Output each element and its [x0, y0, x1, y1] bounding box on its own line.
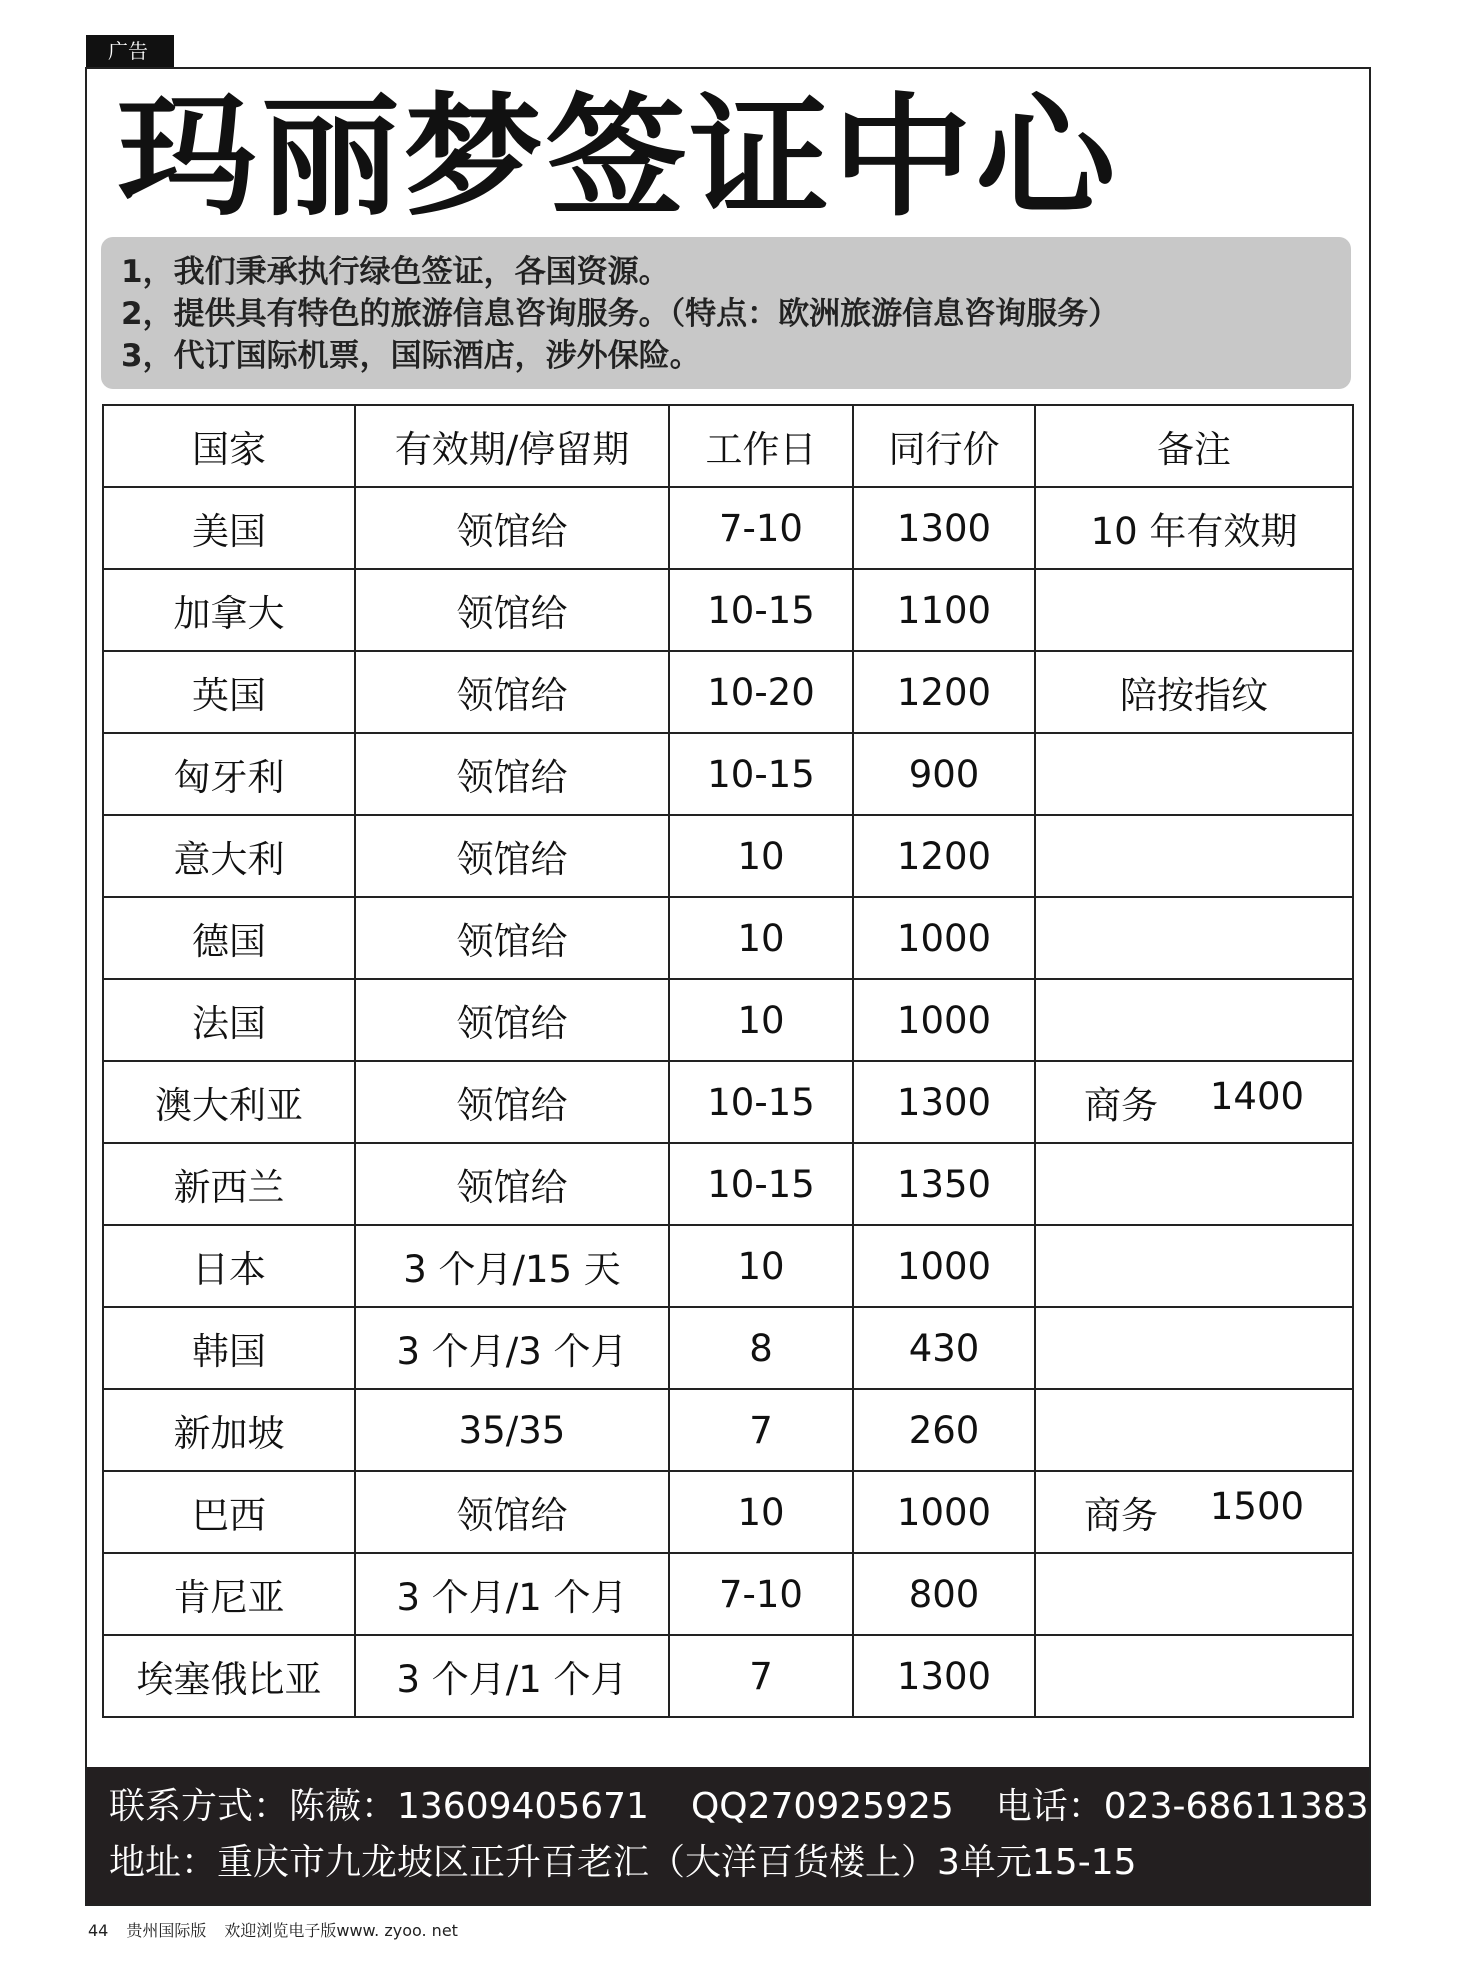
header-country: 国家	[103, 405, 355, 487]
cell-validity: 领馆给	[355, 733, 669, 815]
cell-validity: 3 个月/15 天	[355, 1225, 669, 1307]
cell-validity: 3 个月/3 个月	[355, 1307, 669, 1389]
table-row	[103, 651, 1353, 733]
table-row	[103, 1635, 1353, 1717]
features-box	[101, 237, 1351, 389]
cell-price: 1000	[853, 897, 1035, 979]
cell-price: 1100	[853, 569, 1035, 651]
table-row	[103, 1143, 1353, 1225]
table-row	[103, 1225, 1353, 1307]
header-validity: 有效期/停留期	[355, 405, 669, 487]
cell-country: 日本	[103, 1225, 355, 1307]
cell-price: 430	[853, 1307, 1035, 1389]
cell-note	[1035, 1143, 1353, 1225]
cell-note	[1035, 1307, 1353, 1389]
cell-country: 巴西	[103, 1471, 355, 1553]
contact-qq: QQ270925925	[690, 1786, 954, 1827]
address-row: 地址：重庆市九龙坡区正升百老汇（大洋百货楼上）3单元15-15	[109, 1842, 1137, 1883]
feature-line: 1，我们秉承执行绿色签证，各国资源。	[121, 254, 670, 290]
cell-country: 德国	[103, 897, 355, 979]
header-workdays: 工作日	[669, 405, 853, 487]
cell-country: 美国	[103, 487, 355, 569]
cell-price: 800	[853, 1553, 1035, 1635]
page-footer	[88, 1918, 476, 1941]
cell-workdays: 7	[669, 1635, 853, 1717]
page-number: 44	[88, 1921, 109, 1940]
cell-country: 韩国	[103, 1307, 355, 1389]
cell-price: 1350	[853, 1143, 1035, 1225]
cell-validity: 领馆给	[355, 815, 669, 897]
table-row	[103, 897, 1353, 979]
cell-country: 肯尼亚	[103, 1553, 355, 1635]
cell-country: 埃塞俄比亚	[103, 1635, 355, 1717]
cell-note	[1035, 1061, 1353, 1143]
table-row	[103, 1553, 1353, 1635]
cell-workdays: 10-20	[669, 651, 853, 733]
table-row	[103, 815, 1353, 897]
table-row	[103, 487, 1353, 569]
header-note: 备注	[1035, 405, 1353, 487]
contact-box	[87, 1767, 1369, 1904]
edition-name: 贵州国际版	[126, 1921, 207, 1940]
cell-workdays: 10	[669, 1225, 853, 1307]
cell-price: 1300	[853, 1061, 1035, 1143]
cell-country: 澳大利亚	[103, 1061, 355, 1143]
cell-price: 1300	[853, 1635, 1035, 1717]
cell-workdays: 10	[669, 815, 853, 897]
cell-validity: 领馆给	[355, 651, 669, 733]
cell-note: 陪按指纹	[1035, 651, 1353, 733]
cell-workdays: 7-10	[669, 1553, 853, 1635]
cell-country: 匈牙利	[103, 733, 355, 815]
cell-validity: 3 个月/1 个月	[355, 1553, 669, 1635]
cell-workdays: 7	[669, 1389, 853, 1471]
cell-workdays: 10	[669, 979, 853, 1061]
cell-validity: 领馆给	[355, 897, 669, 979]
cell-note	[1035, 733, 1353, 815]
cell-note	[1035, 569, 1353, 651]
feature-line: 2，提供具有特色的旅游信息咨询服务。（特点：欧洲旅游信息咨询服务）	[121, 296, 1120, 332]
table-body	[103, 487, 1353, 1717]
cell-price: 1200	[853, 815, 1035, 897]
table-row	[103, 1307, 1353, 1389]
visa-price-table	[102, 404, 1354, 1718]
cell-price: 1000	[853, 1225, 1035, 1307]
note-label: 商务	[1083, 1494, 1158, 1537]
contact-phone: 电话：023-68611383	[995, 1786, 1369, 1827]
note-value: 1400	[1209, 1075, 1305, 1118]
note-split	[1036, 1075, 1352, 1129]
cell-workdays: 10	[669, 1471, 853, 1553]
ad-label: 广告	[86, 35, 174, 67]
cell-note	[1035, 1225, 1353, 1307]
cell-workdays: 10-15	[669, 1143, 853, 1225]
cell-country: 新西兰	[103, 1143, 355, 1225]
advertisement-frame	[85, 67, 1371, 1906]
cell-country: 法国	[103, 979, 355, 1061]
cell-validity: 领馆给	[355, 1061, 669, 1143]
cell-country: 加拿大	[103, 569, 355, 651]
cell-workdays: 10-15	[669, 1061, 853, 1143]
cell-country: 意大利	[103, 815, 355, 897]
cell-workdays: 10-15	[669, 733, 853, 815]
header-price: 同行价	[853, 405, 1035, 487]
cell-validity: 35/35	[355, 1389, 669, 1471]
cell-validity: 领馆给	[355, 487, 669, 569]
cell-price: 1000	[853, 1471, 1035, 1553]
website-text: 欢迎浏览电子版www. zyoo. net	[224, 1921, 458, 1940]
cell-note	[1035, 1553, 1353, 1635]
cell-note	[1035, 1635, 1353, 1717]
cell-price: 1200	[853, 651, 1035, 733]
cell-country: 英国	[103, 651, 355, 733]
cell-validity: 领馆给	[355, 979, 669, 1061]
table-row	[103, 1061, 1353, 1143]
cell-workdays: 10-15	[669, 569, 853, 651]
table-row	[103, 733, 1353, 815]
cell-note: 10 年有效期	[1035, 487, 1353, 569]
table-row	[103, 1389, 1353, 1471]
note-label: 商务	[1083, 1084, 1158, 1127]
cell-price: 900	[853, 733, 1035, 815]
cell-validity: 领馆给	[355, 1143, 669, 1225]
cell-price: 260	[853, 1389, 1035, 1471]
cell-country: 新加坡	[103, 1389, 355, 1471]
cell-price: 1300	[853, 487, 1035, 569]
cell-validity: 领馆给	[355, 1471, 669, 1553]
cell-validity: 3 个月/1 个月	[355, 1635, 669, 1717]
table-row	[103, 569, 1353, 651]
contact-person: 联系方式：陈薇：13609405671	[109, 1786, 649, 1827]
cell-note	[1035, 897, 1353, 979]
cell-validity: 领馆给	[355, 569, 669, 651]
page-title: 玛丽梦签证中心	[117, 81, 1119, 235]
cell-note	[1035, 1471, 1353, 1553]
cell-workdays: 8	[669, 1307, 853, 1389]
cell-price: 1000	[853, 979, 1035, 1061]
note-value: 1500	[1209, 1485, 1305, 1528]
cell-workdays: 7-10	[669, 487, 853, 569]
contact-row	[109, 1779, 1369, 1835]
cell-workdays: 10	[669, 897, 853, 979]
cell-note	[1035, 979, 1353, 1061]
table-row	[103, 979, 1353, 1061]
table-header-row	[103, 405, 1353, 487]
feature-line: 3，代订国际机票，国际酒店，涉外保险。	[121, 338, 701, 374]
note-split	[1036, 1485, 1352, 1539]
cell-note	[1035, 1389, 1353, 1471]
cell-note	[1035, 815, 1353, 897]
table-row	[103, 1471, 1353, 1553]
